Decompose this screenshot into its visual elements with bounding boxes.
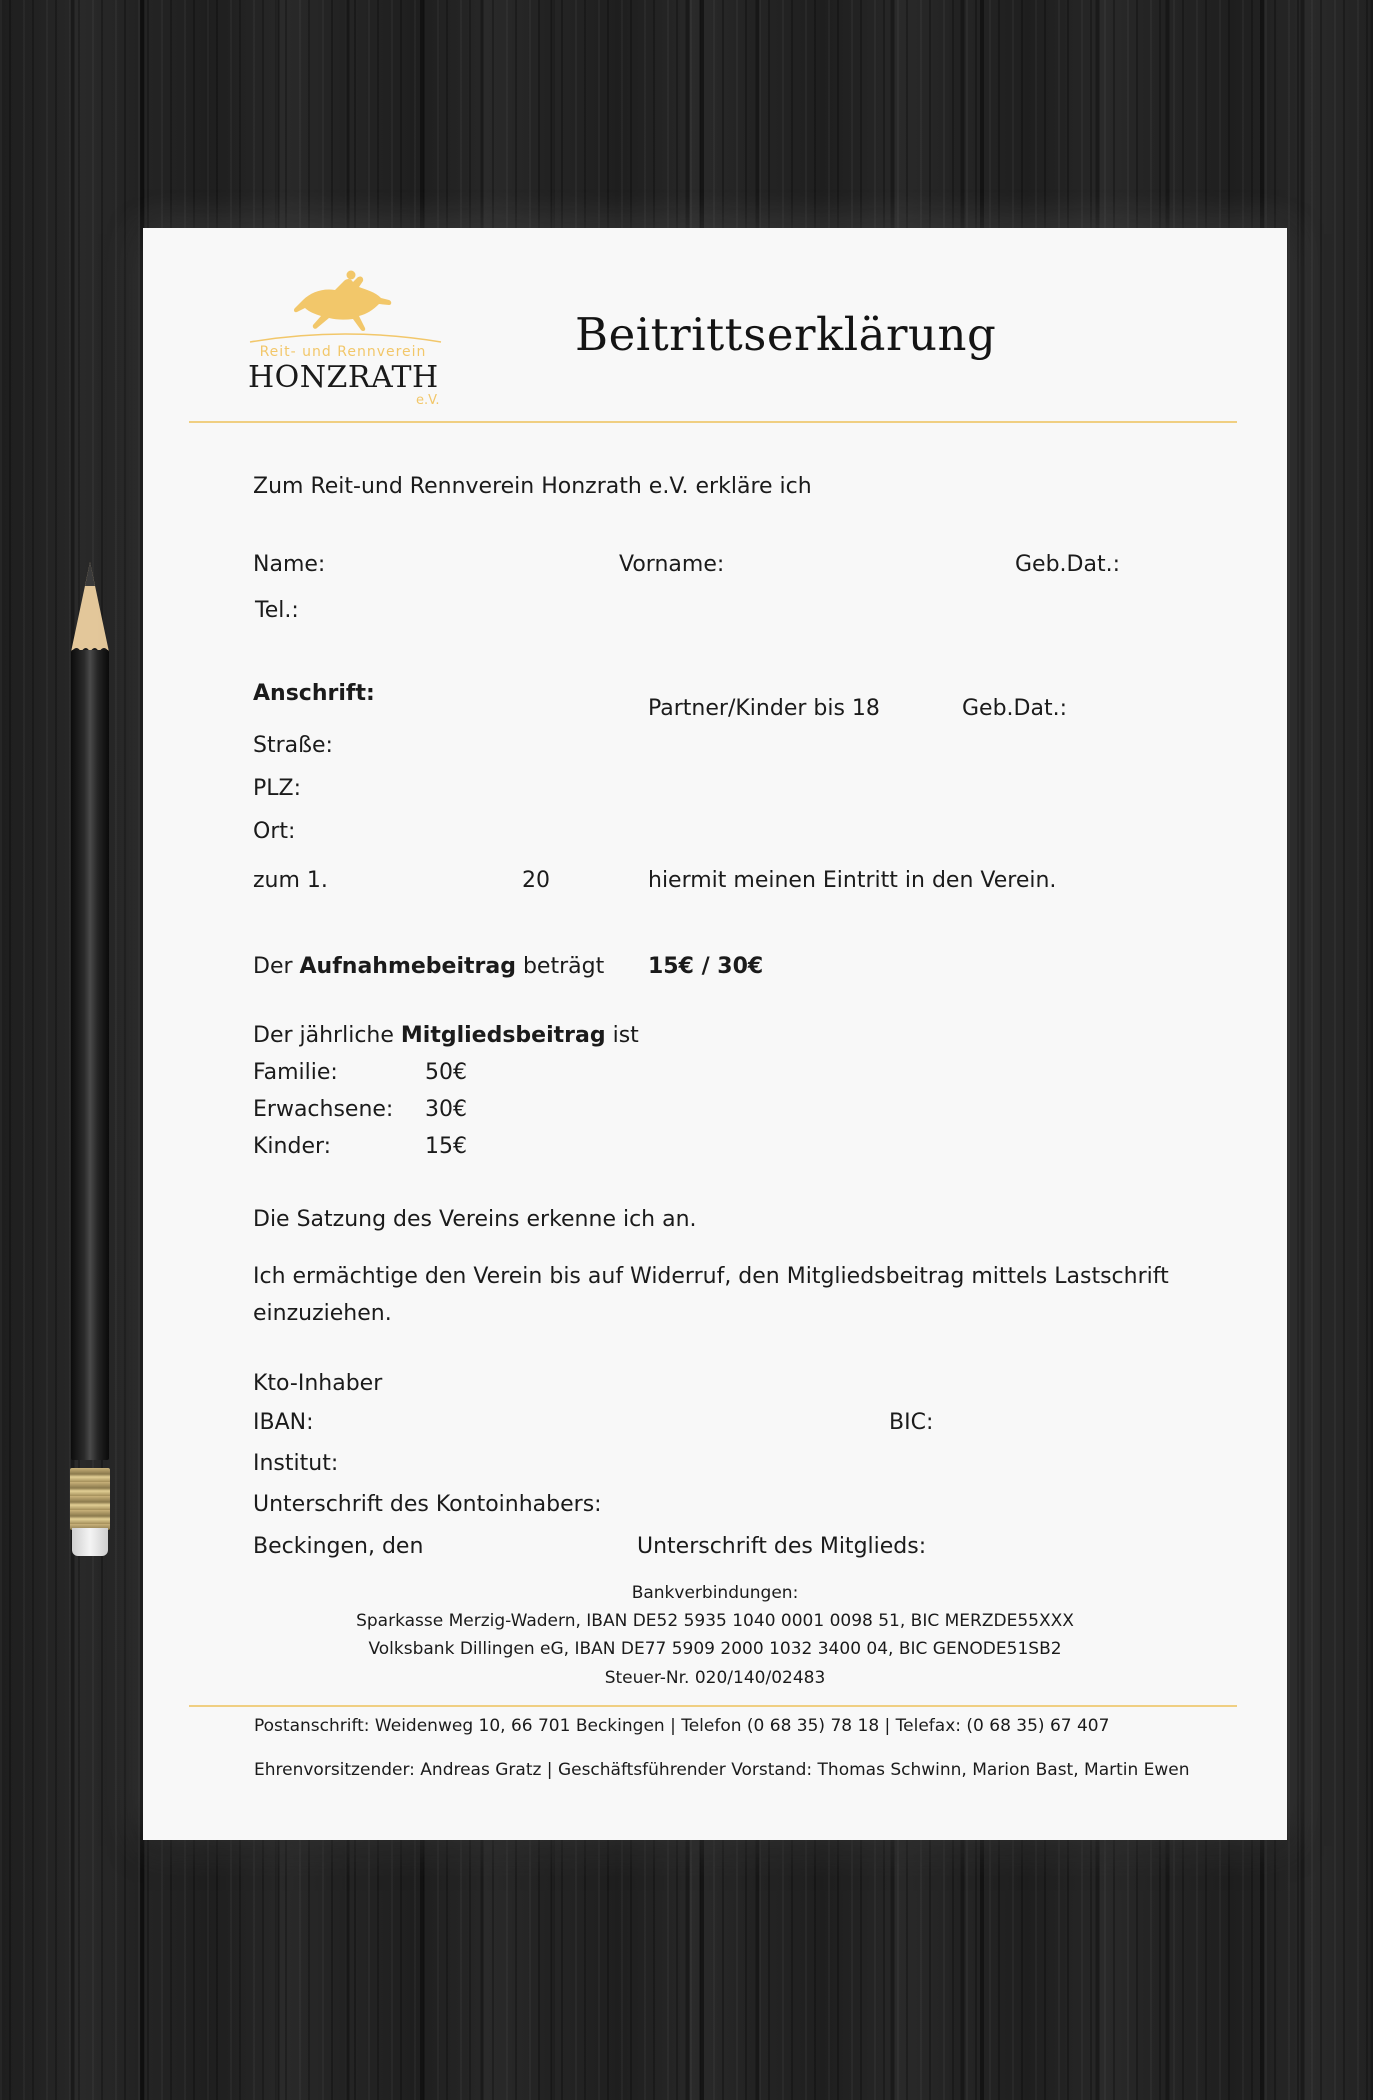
city-label: Ort: (253, 819, 296, 844)
entry-text: hiermit meinen Eintritt in den Verein. (648, 868, 1057, 893)
footer-divider (189, 1705, 1237, 1707)
fee-row-value: 30€ (425, 1097, 467, 1122)
member-signature-label: Unterschrift des Mitglieds: (637, 1534, 927, 1559)
statute-text: Die Satzung des Vereins erkenne ich an. (253, 1207, 697, 1232)
form-sheet (143, 228, 1287, 1840)
logo-name: HONZRATH (248, 360, 439, 395)
bank-line: Volksbank Dillingen eG, IBAN DE77 5909 2000 1032 3400 04, BIC GENODE51SB2 (368, 1639, 1062, 1659)
account-owner-label: Kto-Inhaber (253, 1371, 383, 1396)
fee-row-value: 15€ (425, 1134, 467, 1159)
membership-fee-label: Der jährliche Mitgliedsbeitrag ist (253, 1023, 639, 1048)
intro-text: Zum Reit-und Rennverein Honzrath e.V. erkläre ich (253, 474, 812, 499)
partner-label: Partner/Kinder bis 18 (648, 696, 880, 721)
logo-club-line: Reit- und Rennverein (259, 344, 427, 360)
mandate-text-line2: einzuziehen. (253, 1301, 392, 1326)
fee-row-value: 50€ (425, 1060, 467, 1085)
fee-row-label: Kinder: (253, 1134, 332, 1159)
place-date-label: Beckingen, den (253, 1534, 424, 1559)
bank-line: Sparkasse Merzig-Wadern, IBAN DE52 5935 1040 0001 0098 51, BIC MERZDE55XXX (356, 1611, 1074, 1631)
fee-row-label: Erwachsene: (253, 1097, 394, 1122)
plz-label: PLZ: (253, 776, 302, 801)
postal-address: Postanschrift: Weidenweg 10, 66 701 Beckingen | Telefon (0 68 35) 78 18 | Telefax: (0 68 35) 67 407 (254, 1716, 1110, 1736)
street-label: Straße: (253, 733, 333, 758)
bic-label: BIC: (889, 1410, 934, 1435)
tel-label: Tel.: (255, 598, 299, 623)
admission-fee-value: 15€ / 30€ (648, 954, 764, 979)
entry-date-label: zum 1. (253, 868, 328, 893)
header-divider (189, 421, 1237, 423)
board-members: Ehrenvorsitzender: Andreas Gratz | Geschäftsführender Vorstand: Thomas Schwinn, Marion Bast, Martin Ewen (254, 1760, 1190, 1780)
logo-suffix: e.V. (416, 393, 440, 408)
tax-number: Steuer-Nr. 020/140/02483 (604, 1668, 826, 1688)
owner-signature-label: Unterschrift des Kontoinhabers: (253, 1492, 602, 1517)
institute-label: Institut: (253, 1451, 339, 1476)
page-title: Beitrittserklärung (575, 308, 997, 361)
admission-fee-label: Der Aufnahmebeitrag beträgt (253, 954, 605, 979)
partner-birthdate-label: Geb.Dat.: (962, 696, 1067, 721)
birthdate-label: Geb.Dat.: (1015, 552, 1120, 577)
pencil-icon (67, 562, 113, 1577)
bank-heading: Bankverbindungen: (631, 1583, 799, 1603)
iban-label: IBAN: (253, 1410, 314, 1435)
club-logo (248, 270, 448, 410)
address-heading: Anschrift: (253, 681, 375, 706)
entry-year-prefix: 20 (522, 868, 550, 893)
name-label: Name: (253, 552, 326, 577)
fee-row-label: Familie: (253, 1060, 338, 1085)
vorname-label: Vorname: (619, 552, 725, 577)
mandate-text-line1: Ich ermächtige den Verein bis auf Widerruf, den Mitgliedsbeitrag mittels Lastschrift (253, 1264, 1169, 1289)
